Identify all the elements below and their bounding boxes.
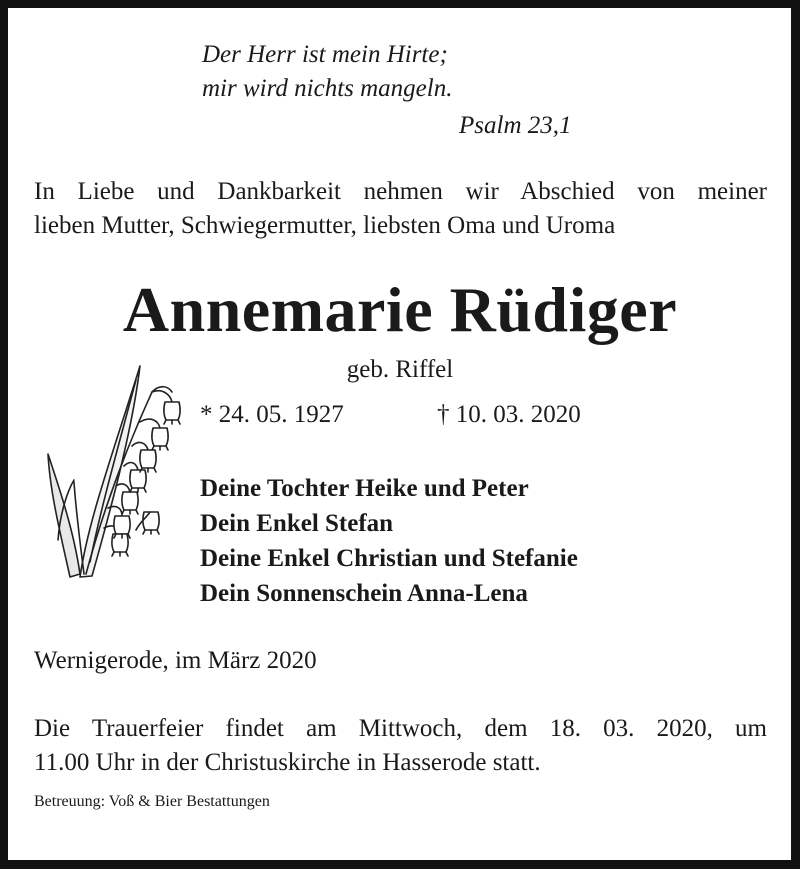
mourner-line: Deine Enkel Christian und Stefanie (200, 545, 578, 572)
psalm-verse (202, 38, 452, 106)
undertaker-credit: Betreuung: Voß & Bier Bestattungen (34, 793, 270, 810)
lily-of-the-valley-icon (40, 362, 190, 584)
psalm-line-2: mir wird nichts mangeln. (202, 75, 453, 102)
intro-line-1: In Liebe und Dankbarkeit nehmen wir Abschied von meiner (34, 178, 767, 205)
birth-date: * 24. 05. 1927 (200, 401, 344, 428)
intro-text (34, 175, 767, 243)
mourners-list (200, 471, 578, 611)
mourner-line: Deine Tochter Heike und Peter (200, 475, 529, 502)
deceased-name: Annemarie Rüdiger (122, 274, 678, 345)
death-date: † 10. 03. 2020 (437, 401, 581, 428)
psalm-reference: Psalm 23,1 (459, 112, 572, 139)
place-date: Wernigerode, im März 2020 (34, 647, 317, 674)
funeral-line-2: 11.00 Uhr in der Christuskirche in Hasserode statt. (34, 749, 541, 776)
funeral-line-1: Die Trauerfeier findet am Mittwoch, dem 18. 03. 2020, um (34, 715, 767, 742)
maiden-name: geb. Riffel (346, 356, 454, 383)
psalm-line-1: Der Herr ist mein Hirte; (202, 41, 448, 68)
funeral-info (34, 712, 767, 780)
mourner-line: Dein Enkel Stefan (200, 510, 394, 537)
intro-line-2: lieben Mutter, Schwiegermutter, liebsten Oma und Uroma (34, 212, 616, 239)
mourner-line: Dein Sonnenschein Anna-Lena (200, 580, 528, 607)
